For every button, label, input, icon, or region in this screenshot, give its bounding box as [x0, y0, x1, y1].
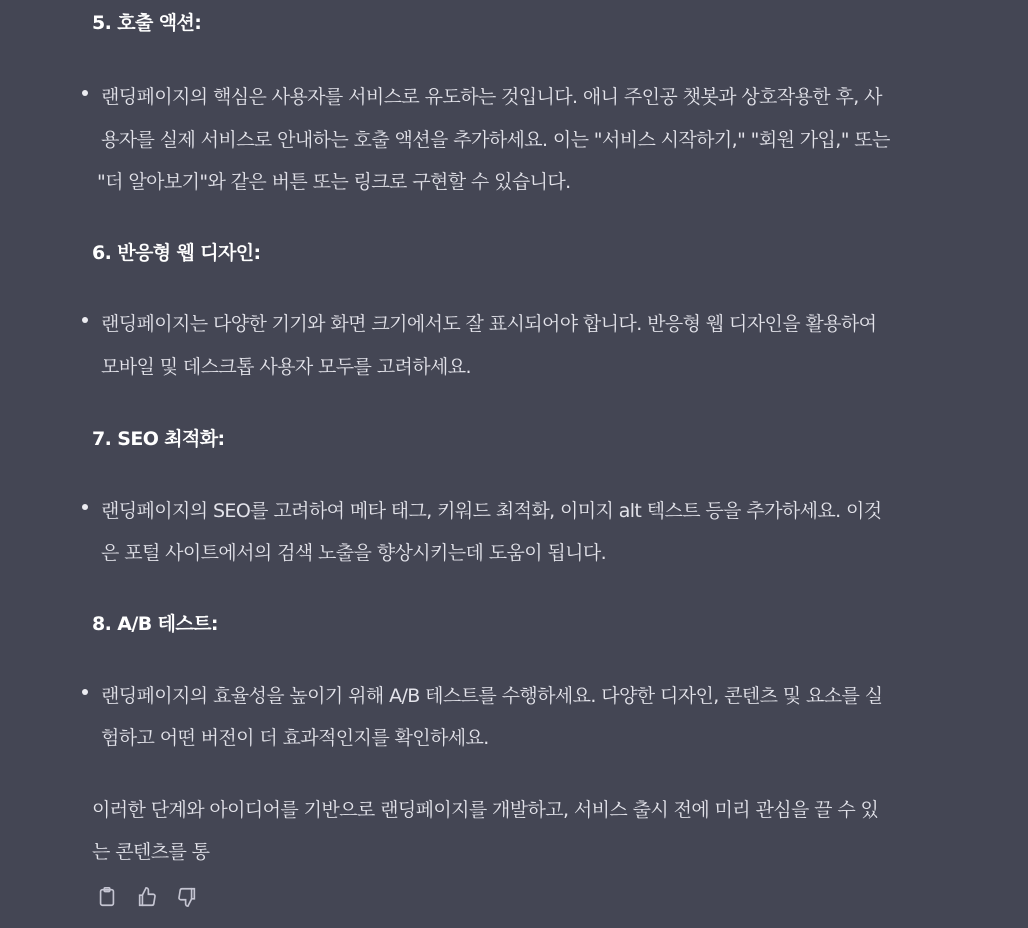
bullet-text-line: 랜딩페이지의 SEO를 고려하여 메타 태그, 키워드 최적화, 이미지 alt 텍스트 등을 추가하세요. 이것 [101, 500, 882, 522]
section-heading: 8. A/B 테스트: [92, 613, 218, 635]
bullet-text-line: 용자를 실제 서비스로 안내하는 호출 액션을 추가하세요. 이는 "서비스 시작하기," "회원 가입," 또는 [101, 129, 890, 151]
clipboard-icon [96, 886, 118, 908]
closing-paragraph-line: 이러한 단계와 아이디어를 기반으로 랜딩페이지를 개발하고, 서비스 출시 전에 미리 관심을 끌 수 있 [92, 799, 879, 821]
bullet-text-line: 랜딩페이지는 다양한 기기와 화면 크기에서도 잘 표시되어야 합니다. 반응형 웹 디자인을 활용하여 [101, 313, 877, 335]
closing-paragraph-line: 는 콘텐츠를 통 [92, 841, 210, 863]
bullet-icon [82, 317, 88, 323]
bullet-text-line: "더 알아보기"와 같은 버튼 또는 링크로 구현할 수 있습니다. [97, 171, 571, 193]
thumbs-down-icon [176, 886, 198, 908]
thumbs-up-button[interactable] [132, 882, 162, 912]
section-heading: 6. 반응형 웹 디자인: [92, 242, 261, 264]
bullet-icon [82, 689, 88, 695]
copy-button[interactable] [92, 882, 122, 912]
section-heading: 7. SEO 최적화: [92, 428, 225, 450]
section-heading: 5. 호출 액션: [92, 12, 202, 34]
bullet-icon [82, 90, 88, 96]
bullet-text-line: 험하고 어떤 버전이 더 효과적인지를 확인하세요. [101, 727, 489, 749]
bullet-text-line: 랜딩페이지의 핵심은 사용자를 서비스로 유도하는 것입니다. 애니 주인공 챗봇과 상호작용한 후, 사 [101, 86, 882, 108]
thumbs-up-icon [136, 886, 158, 908]
message-actions [92, 880, 202, 914]
bullet-text-line: 모바일 및 데스크톱 사용자 모두를 고려하세요. [101, 356, 471, 378]
bullet-text-line: 랜딩페이지의 효율성을 높이기 위해 A/B 테스트를 수행하세요. 다양한 디자인, 콘텐츠 및 요소를 실 [101, 685, 883, 707]
bullet-text-line: 은 포털 사이트에서의 검색 노출을 향상시키는데 도움이 됩니다. [101, 542, 607, 564]
bullet-icon [82, 504, 88, 510]
thumbs-down-button[interactable] [172, 882, 202, 912]
